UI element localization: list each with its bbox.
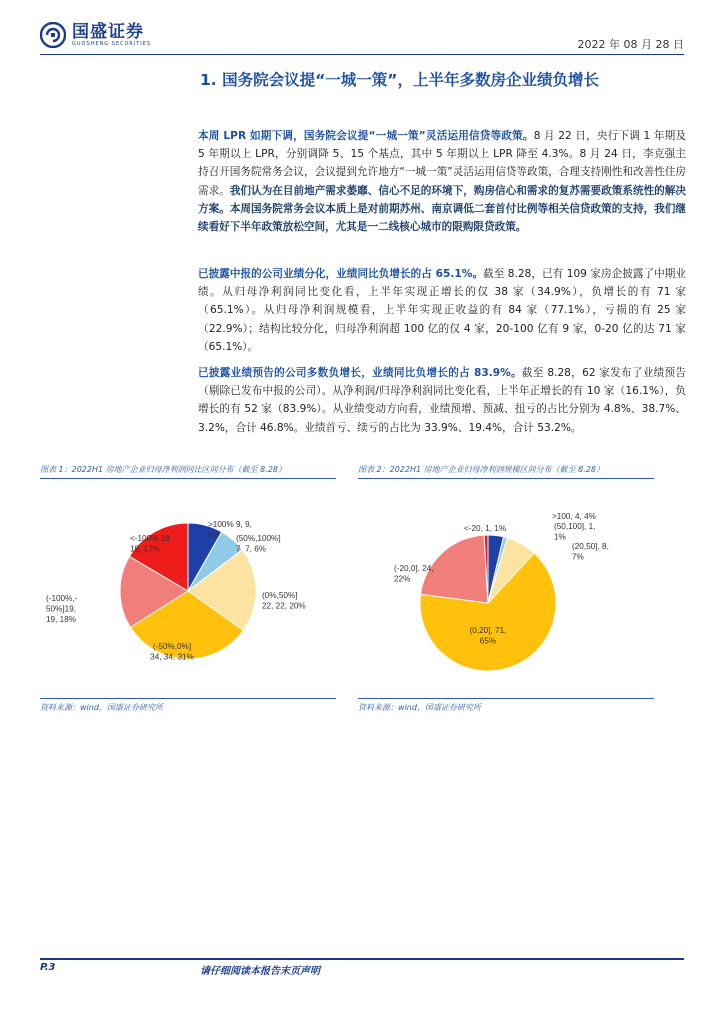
chart-2-caption: 图表 2：2022H1 房地产企业归母净利润规模区间分布（截至 8.28） [358,464,654,479]
chart-2-slice-label-6: <-20, 1, 1% [464,524,507,533]
chart-2-pie [358,483,654,691]
guosheng-logo-icon [40,22,66,48]
paragraph-lead: 已披露中报的公司业绩分化，业绩同比负增长的占 65.1%。 [198,268,484,280]
chart-2 [358,464,654,712]
chart-1-source: 资料来源：wind，国盛证券研究所 [40,698,336,713]
paragraph-forecasts [198,364,686,437]
chart-2-slice-label-3: (20,50], 8, 7% [572,542,609,562]
paragraph-policy [198,127,686,236]
chart-1-slice-label-1: >100% 9, 9, 8% [208,520,252,540]
paragraph-interim-results [198,265,686,356]
paragraph-body: 8 月 22 日，央行下调 1 年期及 5 年期以上 LPR，分别调降 5、15 个基点，其中 5 年期以上 LPR 降至 4.3%。8 月 24 日，李克强主持召开国务院常务会议，会议提到允许地方“一城一策”灵活运用信贷等政策，合理支持刚性和改善性住房需求。 [198,130,686,197]
footer-divider [40,958,684,960]
logo-english-name: GUOSHENG SECURITIES [72,40,152,47]
paragraph-key-view: 我们认为在目前地产需求萎靡、信心不足的环境下，购房信心和需求的复苏需要政策系统性的解决方案。本周国务院常务会议本质上是对前期苏州、南京调低二套首付比例等相关信贷政策的支持，我们继续看好下半年政策放松空间，尤其是一二线核心城市的限购限贷政策。 [198,184,686,234]
chart-2-slice-label-5: (-20,0], 24, 22% [394,564,434,584]
chart-1-slice-label-2: (50%,100%] 7, 7, 6% [236,534,281,554]
chart-1 [40,464,336,712]
chart-1-slice-label-4: (-50%,0%] 34, 34, 31% [150,642,194,662]
logo-chinese-name: 国盛证券 [72,21,144,42]
chart-1-slice-label-3: (0%,50%] 22, 22, 20% [262,591,306,611]
chart-2-slice-label-2: (50,100], 1, 1% [554,522,596,542]
paragraph-lead: 本周 LPR 如期下调，国务院会议提“一城一策”灵活运用信贷等政策。 [198,130,534,142]
company-logo [40,22,151,48]
chart-1-pie [40,483,336,691]
page-number: P.3 [40,962,56,973]
header-divider [40,54,684,55]
chart-2-slice-label-4: (0,20], 71, 65% [469,626,507,646]
chart-2-source: 资料来源：wind，国盛证券研究所 [358,698,654,713]
section-title: 1. 国务院会议提“一城一策”，上半年多数房企业绩负增长 [200,71,599,89]
chart-2-slice-label-1: >100, 4, 4% [552,512,596,521]
chart-1-slice-label-6: <-100% 18 18, 17% [130,534,170,554]
paragraph-lead: 已披露业绩预告的公司多数负增长，业绩同比负增长的占 83.9%。 [198,367,522,379]
chart-1-slice-label-5: (-100%,-50%]19, 19, 18% [46,594,78,624]
chart-1-caption: 图表 1：2022H1 房地产企业归母净利润同比区间分布（截至 8.28） [40,464,336,479]
paragraph-body: 截至 8.28，62 家发布了业绩预告（剔除已发布中报的公司）。从净利润/归母净利润同比变化看，上半年正增长的有 10 家（16.1%），负增长的有 52 家（83.9%）。从业绩变动方向看，业绩预增、预减、扭亏的占比分别为 4.8%、38.7%、3.2%，合计 46.8%。业绩首亏、续亏的占比为 33.9%、19.4%，合计 53.2%。 [198,367,686,434]
paragraph-body: 截至 8.28，已有 109 家房企披露了中期业绩。从归母净利润同比变化看，上半年实现正增长的仅 38 家（34.9%），负增长的有 71 家（65.1%）。从归母净利润规模看，上半年实现正收益的有 84 家（77.1%），亏损的有 25 家（22.9%）；结构比较分化，归母净利润超 100 亿的仅 4 家，20-100 亿有 9 家，0-20 亿的达 71 家（65.1%）。 [198,268,686,353]
report-date: 2022 年 08 月 28 日 [577,38,684,51]
disclaimer-note: 请仔细阅读本报告末页声明 [200,966,320,977]
